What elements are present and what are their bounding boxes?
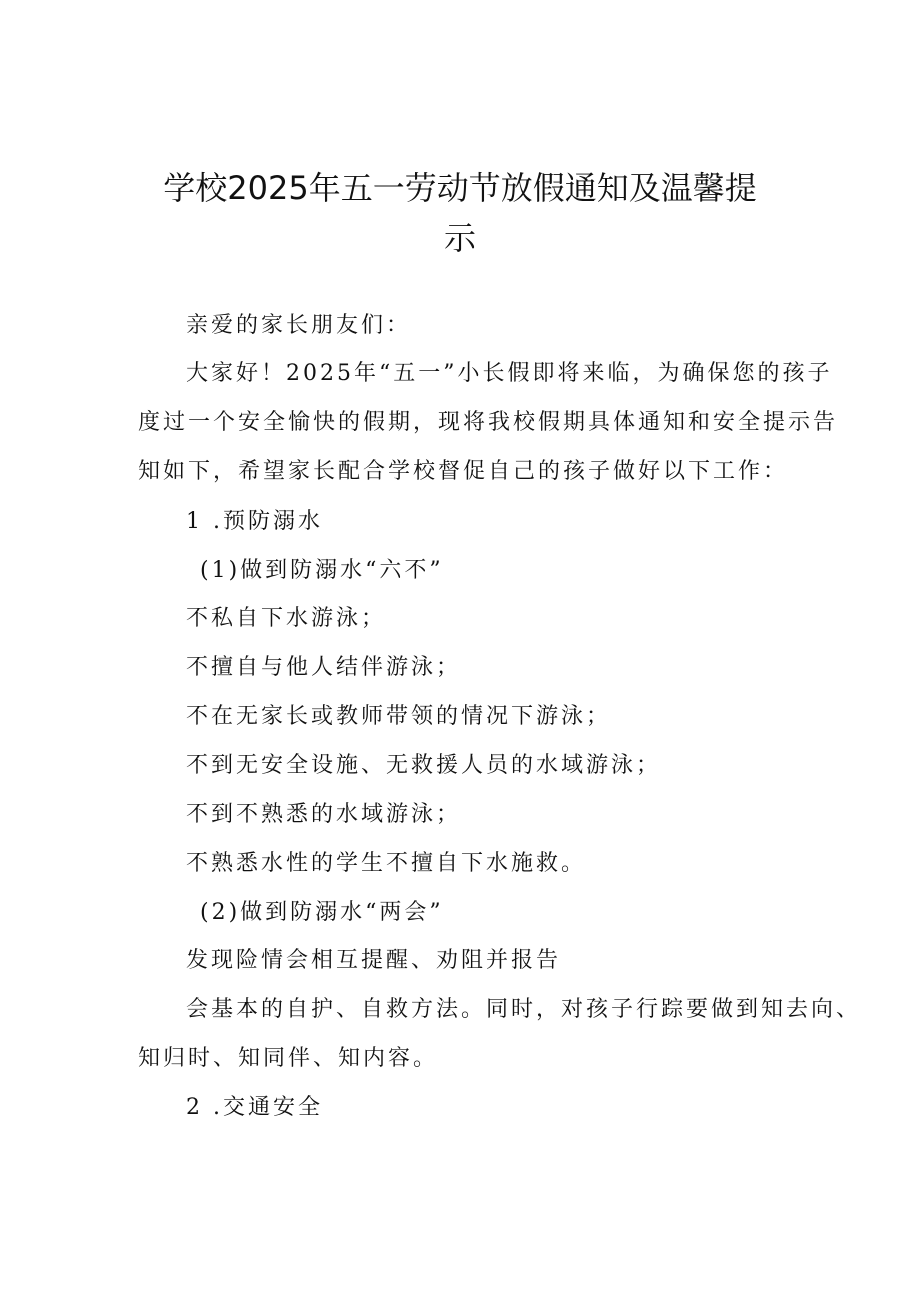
- subsection-2-heading: (2)做到防溺水“两会”: [200, 900, 444, 925]
- two-knows-line-3: 知归时、知同伴、知内容。: [138, 1046, 439, 1071]
- intro-line-1: 大家好！2025年“五一”小长假即将来临，为确保您的孩子: [186, 361, 833, 386]
- six-nots-item-5: 不到不熟悉的水域游泳；: [186, 802, 462, 827]
- six-nots-item-4: 不到无安全设施、无救援人员的水域游泳；: [186, 753, 662, 778]
- two-knows-line-1: 发现险情会相互提醒、劝阻并报告: [186, 948, 562, 973]
- six-nots-item-3: 不在无家长或教师带领的情况下游泳；: [186, 704, 612, 729]
- two-knows-line-2: 会基本的自护、自救方法。同时，对孩子行踪要做到知去向、: [186, 997, 862, 1022]
- subsection-1-heading: (1)做到防溺水“六不”: [200, 558, 444, 583]
- document-title-line-1: 学校2025年五一劳动节放假通知及温馨提: [163, 169, 757, 207]
- salutation: 亲爱的家长朋友们：: [186, 313, 412, 338]
- six-nots-item-6: 不熟悉水性的学生不擅自下水施救。: [186, 851, 587, 876]
- intro-line-3: 知如下，希望家长配合学校督促自己的孩子做好以下工作：: [138, 459, 789, 484]
- six-nots-item-2: 不擅自与他人结伴游泳；: [186, 655, 462, 680]
- document-title-line-2: 示: [443, 219, 476, 257]
- six-nots-item-1: 不私自下水游泳；: [186, 606, 387, 631]
- section-1-heading: 1 .预防溺水: [186, 509, 323, 534]
- section-2-heading: 2 .交通安全: [186, 1095, 323, 1120]
- intro-line-2: 度过一个安全愉快的假期，现将我校假期具体通知和安全提示告: [138, 410, 839, 435]
